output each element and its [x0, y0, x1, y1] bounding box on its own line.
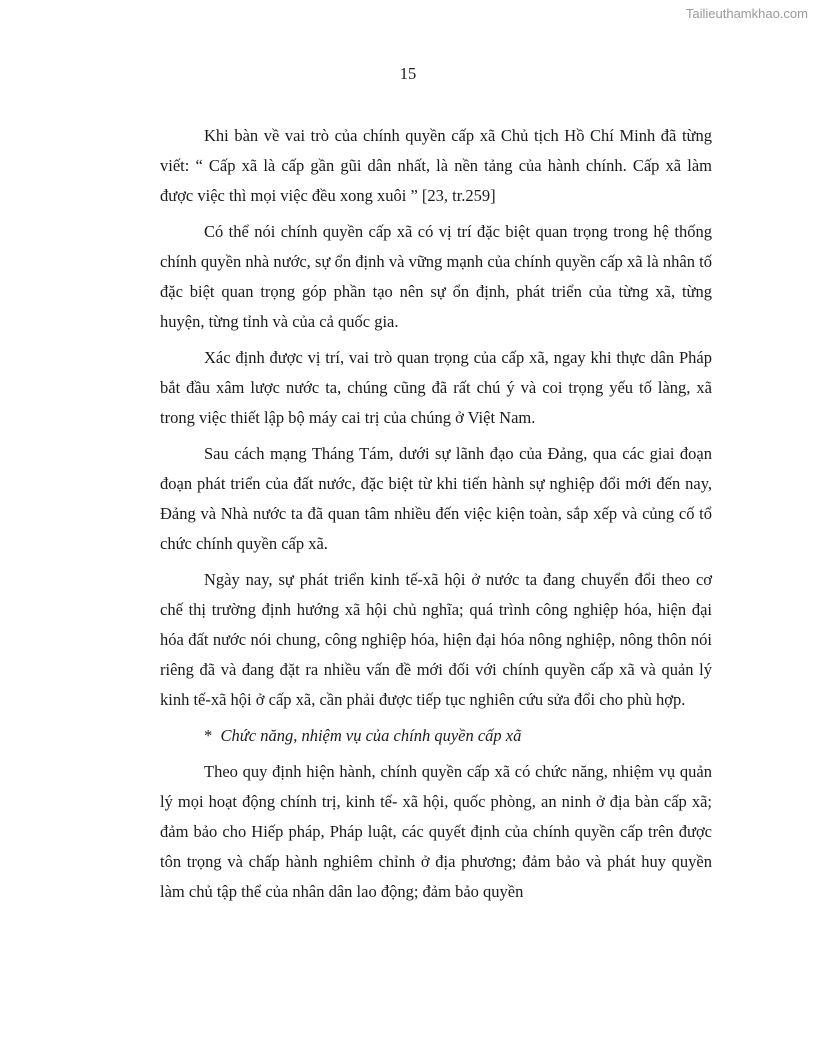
- document-body: [160, 121, 712, 913]
- paragraph-6: Theo quy định hiện hành, chính quyền cấp xã có chức năng, nhiệm vụ quản lý mọi hoạt động chính trị, kinh tế- xã hội, quốc phòng, an ninh ở địa bàn cấp xã; đảm bảo cho Hiếp pháp, Pháp luật, các quyết định của chính quyền cấp trên được tôn trọng và chấp hành nghiêm chỉnh ở địa phương; đảm bảo và phát huy quyền làm chủ tập thể của nhân dân lao động; đảm bảo quyền: [160, 762, 712, 901]
- section-heading: [160, 721, 712, 751]
- heading-bullet: *: [204, 726, 213, 745]
- paragraph-2: Có thể nói chính quyền cấp xã có vị trí đặc biệt quan trọng trong hệ thống chính quyền nhà nước, sự ổn định và vững mạnh của chính quyền cấp xã là nhân tố đặc biệt quan trọng góp phần tạo nên sự ổn định, phát triển của từng xã, từng huyện, từng tỉnh và của cả quốc gia.: [160, 222, 712, 331]
- paragraph-3: Xác định được vị trí, vai trò quan trọng của cấp xã, ngay khi thực dân Pháp bắt đầu xâm lược nước ta, chúng cũng đã rất chú ý và coi trọng yếu tố làng, xã trong việc thiết lập bộ máy cai trị của chúng ở Việt Nam.: [160, 348, 712, 427]
- paragraph-1: Khi bàn về vai trò của chính quyền cấp xã Chủ tịch Hồ Chí Minh đã từng viết: “ Cấp xã là cấp gần gũi dân nhất, là nền tảng của hành chính. Cấp xã làm được việc thì mọi việc đều xong xuôi ” [23, tr.259]: [160, 126, 712, 205]
- paragraph-5: Ngày nay, sự phát triển kinh tế-xã hội ở nước ta đang chuyển đổi theo cơ chế thị trường định hướng xã hội chủ nghĩa; quá trình công nghiệp hóa, hiện đại hóa đất nước nói chung, công nghiệp hóa, hiện đại hóa nông nghiệp, nông thôn nói riêng đã và đang đặt ra nhiều vấn đề mới đối với chính quyền cấp xã và quản lý kinh tế-xã hội ở cấp xã, cần phải được tiếp tục nghiên cứu sửa đổi cho phù hợp.: [160, 570, 712, 709]
- page-number: 15: [399, 64, 417, 83]
- heading-text: Chức năng, nhiệm vụ của chính quyền cấp xã: [220, 726, 522, 745]
- watermark: Tailieuthamkhao.com: [685, 6, 808, 21]
- paragraph-4: Sau cách mạng Tháng Tám, dưới sự lãnh đạo của Đảng, qua các giai đoạn đoạn phát triển của đất nước, đặc biệt từ khi tiến hành sự nghiệp đổi mới đến nay, Đảng và Nhà nước ta đã quan tâm nhiều đến việc kiện toàn, sắp xếp và củng cố tổ chức chính quyền cấp xã.: [160, 444, 712, 553]
